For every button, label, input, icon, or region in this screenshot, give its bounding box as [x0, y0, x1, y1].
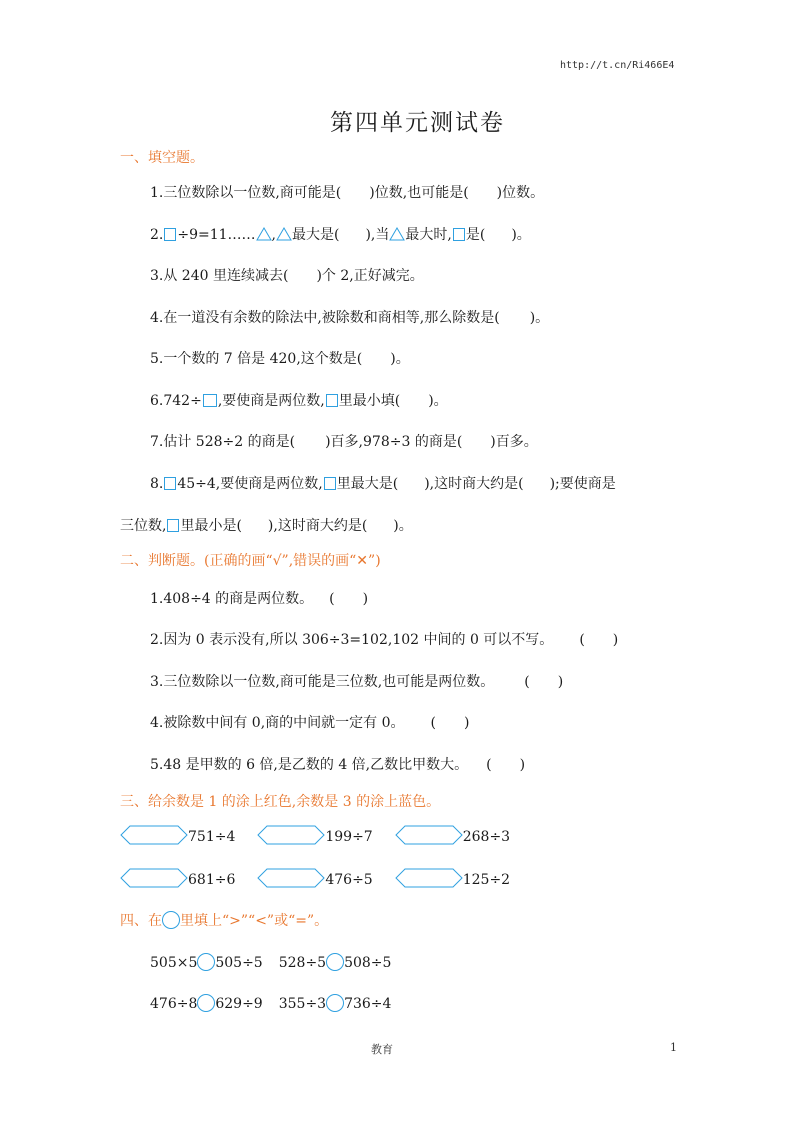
judge-item-3: 3.三位数除以一位数,商可能是三位数,也可能是两位数。 ( ) [150, 674, 564, 690]
section-1-heading: 一、填空题。 [120, 150, 204, 166]
hexagon-shape-icon[interactable] [395, 868, 463, 888]
square-blank-icon[interactable] [164, 477, 176, 490]
section-3-heading: 三、给余数是 1 的涂上红色,余数是 3 的涂上蓝色。 [120, 794, 441, 810]
hexagon-shape-icon[interactable] [395, 825, 463, 845]
source-url: http://t.cn/Ri466E4 [560, 60, 675, 71]
coloring-row-1: 751÷4 199÷7 268÷3 [120, 825, 510, 845]
answer-paren[interactable]: ( ) [524, 674, 564, 690]
answer-paren[interactable]: ( ) [579, 632, 619, 648]
triangle-blank-icon[interactable] [389, 227, 405, 241]
page-title: 第四单元测试卷 [330, 110, 505, 136]
square-blank-icon[interactable] [164, 228, 176, 241]
judge-item-1: 1.408÷4 的商是两位数。 ( ) [150, 591, 369, 607]
section-2-heading: 二、判断题。(正确的画“√”,错误的画“✕”) [120, 553, 381, 569]
compare-row-1: 505×5 505÷5 528÷5 508÷5 [150, 955, 392, 971]
compare-circle-icon[interactable] [326, 953, 344, 971]
question-1-3: 3.从 240 里连续减去( )个 2,正好减完。 [150, 268, 424, 284]
judge-item-4: 4.被除数中间有 0,商的中间就一定有 0。 ( ) [150, 715, 470, 731]
footer-label: 教育 [371, 1043, 393, 1056]
judge-item-2: 2.因为 0 表示没有,所以 306÷3=102,102 中间的 0 可以不写。 ( ) [150, 632, 619, 648]
triangle-blank-icon[interactable] [256, 227, 272, 241]
question-1-7: 7.估计 528÷2 的商是( )百多,978÷3 的商是( )百多。 [150, 434, 538, 450]
coloring-row-2: 681÷6 476÷5 125÷2 [120, 868, 510, 888]
question-1-1: 1.三位数除以一位数,商可能是( )位数,也可能是( )位数。 [150, 185, 545, 201]
answer-paren[interactable]: ( ) [329, 591, 369, 607]
compare-circle-icon[interactable] [197, 994, 215, 1012]
question-1-6: 6.742÷ ,要使商是两位数, 里最小填( )。 [150, 393, 448, 409]
compare-circle-icon[interactable] [326, 994, 344, 1012]
question-1-8-continued: 三位数, 里最小是( ),这时商大约是( )。 [120, 518, 413, 534]
compare-circle-icon[interactable] [197, 953, 215, 971]
hexagon-shape-icon[interactable] [257, 868, 325, 888]
circle-blank-icon [162, 911, 180, 929]
triangle-blank-icon[interactable] [276, 227, 292, 241]
section-4-heading: 四、在 里填上“>”“<”或“=”。 [120, 913, 329, 929]
square-blank-icon[interactable] [453, 228, 465, 241]
answer-paren[interactable]: ( ) [486, 757, 526, 773]
question-1-4: 4.在一道没有余数的除法中,被除数和商相等,那么除数是( )。 [150, 310, 550, 326]
square-blank-icon[interactable] [167, 519, 179, 532]
hexagon-shape-icon[interactable] [120, 868, 188, 888]
page-number: 1 [670, 1041, 677, 1054]
answer-paren[interactable]: ( ) [430, 715, 470, 731]
hexagon-shape-icon[interactable] [120, 825, 188, 845]
square-blank-icon[interactable] [324, 477, 336, 490]
hexagon-shape-icon[interactable] [257, 825, 325, 845]
square-blank-icon[interactable] [203, 394, 217, 407]
question-1-8: 8. 45÷4,要使商是两位数, 里最大是( ),这时商大约是( );要使商是 [150, 476, 616, 492]
question-1-2: 2. ÷9=11…… , 最大是( ),当 最大时, 是( )。 [150, 227, 531, 243]
judge-item-5: 5.48 是甲数的 6 倍,是乙数的 4 倍,乙数比甲数大。 ( ) [150, 757, 526, 773]
question-1-5: 5.一个数的 7 倍是 420,这个数是( )。 [150, 351, 410, 367]
compare-row-2: 476÷8 629÷9 355÷3 736÷4 [150, 996, 392, 1012]
square-blank-icon[interactable] [326, 394, 338, 407]
